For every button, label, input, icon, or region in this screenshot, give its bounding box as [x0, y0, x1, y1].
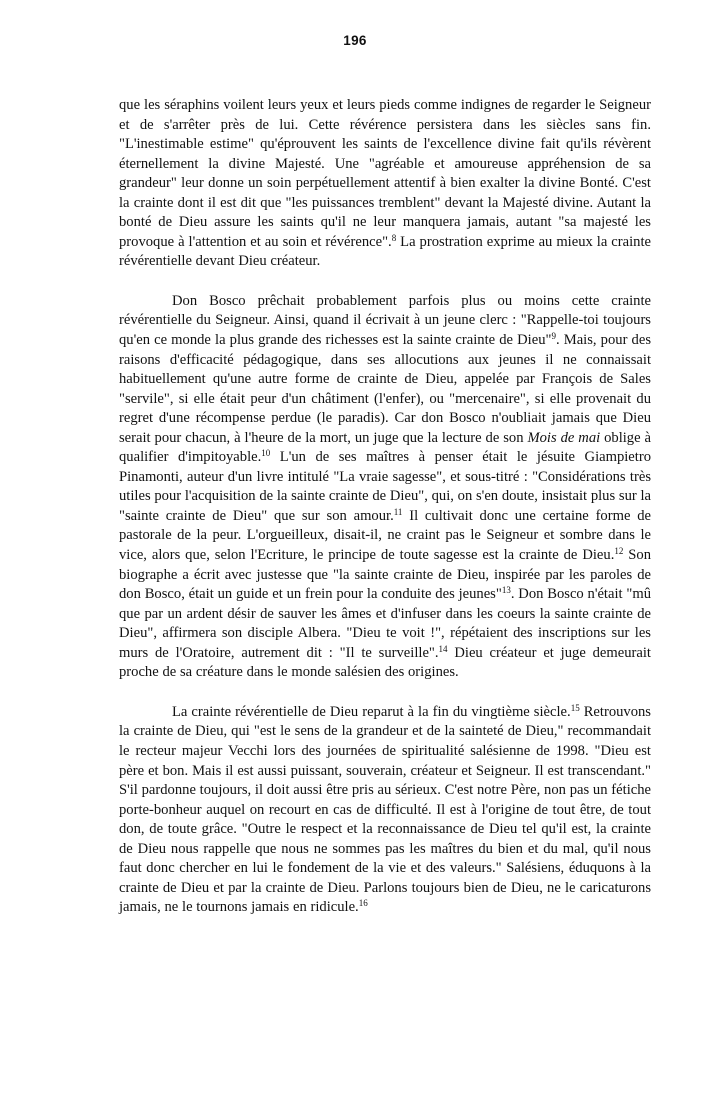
- body-text: [119, 96, 651, 918]
- paragraph-1: [119, 96, 651, 272]
- footnote-ref-13: 13: [501, 585, 511, 596]
- text-run: que les séraphins voilent leurs yeux et leurs pieds comme indignes de regarder le Seigneur et de s'arrêter près de lui. Cette révérence persistera dans les siècles sans fin. "L'inestimable estime" qu'éprouvent les saints de l'excellence divine fait qu'ils révèrent éternellement la divine Majesté. Une "agréable et amoureuse appréhension de sa grandeur" leur donne un soin perpétuellement attentif à bien exalter la divine Bonté. C'est la crainte dont il est dit que "les puissances tremblent" devant la Majesté divine. Autant la bonté de Dieu assure les saints qu'il ne leur manquera jamais, autant "sa majesté les provoque à l'attention et au soin et révérence".: [119, 97, 651, 250]
- text-run: Son biographe a écrit avec justesse que "la sainte crainte de Dieu, inspirée par les paroles de don Bosco, était un guide et un frein pour la conduite des jeunes": [119, 547, 651, 603]
- text-run: Dieu créateur et juge demeurait proche de sa créature dans le monde salésien des origines.: [119, 644, 651, 681]
- footnote-ref-12: 12: [614, 546, 624, 557]
- text-run: Retrouvons la crainte de Dieu, qui "est le sens de la grandeur et de la sainteté de Dieu," recommandait le recteur majeur Vecchi lors des journées de spiritualité salésienne de 1998. "Dieu est père et bon. Mais il est aussi puissant, souverain, créateur et Seigneur. Il est transcendant." S'il pardonne toujours, il doit aussi être pris au sérieux. C'est notre Père, non pas un fétiche porte-bonheur auquel on recourt en cas de difficulté. Il est à l'origine de tout être, de tout don, de toute grâce. "Outre le respect et la reconnaissance de Dieu tel qu'il est, la crainte de Dieu nous rappelle que nous ne sommes pas les maîtres du bien et du mal, qu'il nous faut donc chercher en lui le fondement de la vie et des valeurs." Salésiens, éduquons à la crainte de Dieu et par la crainte de Dieu. Parlons toujours bien de Dieu, ne le caricaturons jamais, ne le tournons jamais en ridicule.: [119, 703, 651, 916]
- text-run: . Don Bosco n'était "mû que par un ardent désir de sauver les âmes et d'infuser dans les coeurs la sainte crainte de Dieu", affirmera son disciple Albera. "Dieu te voit !", répétaient des inscriptions sur les murs de l'Oratoire, autrement dit : "Il te surveille".: [119, 586, 651, 661]
- paragraph-2: [119, 292, 651, 683]
- footnote-ref-15: 15: [570, 702, 580, 713]
- footnote-ref-8: 8: [391, 232, 397, 243]
- paragraph-3: [119, 703, 651, 918]
- text-run: oblige à qualifier d'impitoyable.: [119, 429, 651, 466]
- text-run: Don Bosco prêchait probablement parfois plus ou moins cette crainte révérentielle du Seigneur. Ainsi, quand il écrivait à un jeune clerc : "Rappelle-toi toujours qu'en ce monde la plus grande des richesses est la sainte crainte de Dieu": [119, 292, 651, 349]
- footnote-ref-10: 10: [261, 448, 271, 459]
- text-run: La prostration exprime au mieux la crainte révérentielle devant Dieu créateur.: [119, 233, 651, 270]
- footnote-ref-16: 16: [358, 898, 368, 909]
- text-run: . Mais, pour des raisons d'efficacité pédagogique, dans ses allocutions aux jeunes il ne connaissait habituellement qu'une autre forme de crainte de Dieu, appelée par François de Sales "servile", si elle était peur d'un châtiment (l'enfer), ou "mercenaire", si elle provenait du regret d'une récompense perdue (le paradis). Car don Bosco n'oubliait jamais que Dieu serait pour chacun, à l'heure de la mort, un juge que la lecture de son: [119, 332, 652, 446]
- footnote-ref-9: 9: [551, 331, 556, 342]
- footnote-ref-11: 11: [393, 506, 403, 517]
- text-run: L'un de ses maîtres à penser était le jésuite Giampietro Pinamonti, auteur d'un livre intitulé "La vraie sagesse", et sous-titré : "Considérations très utiles pour l'acquisition de la sainte crainte de Dieu", qui, on s'en doute, insistait plus sur la "sainte crainte de Dieu" que sur son amour.: [119, 449, 652, 524]
- page-number: 196: [343, 33, 367, 48]
- book-title-mois-de-mai: Mois de mai: [527, 429, 601, 446]
- text-run: La crainte révérentielle de Dieu reparut à la fin du vingtième siècle.: [172, 703, 571, 720]
- footnote-ref-14: 14: [438, 643, 448, 654]
- text-run: Il cultivait donc une certaine forme de pastorale de la peur. L'orgueilleux, disait-il, ne craint pas le Seigneur et sombre dans le vice, alors que, selon l'Ecriture, le principe de toute sagesse est la crainte de Dieu.: [119, 507, 651, 564]
